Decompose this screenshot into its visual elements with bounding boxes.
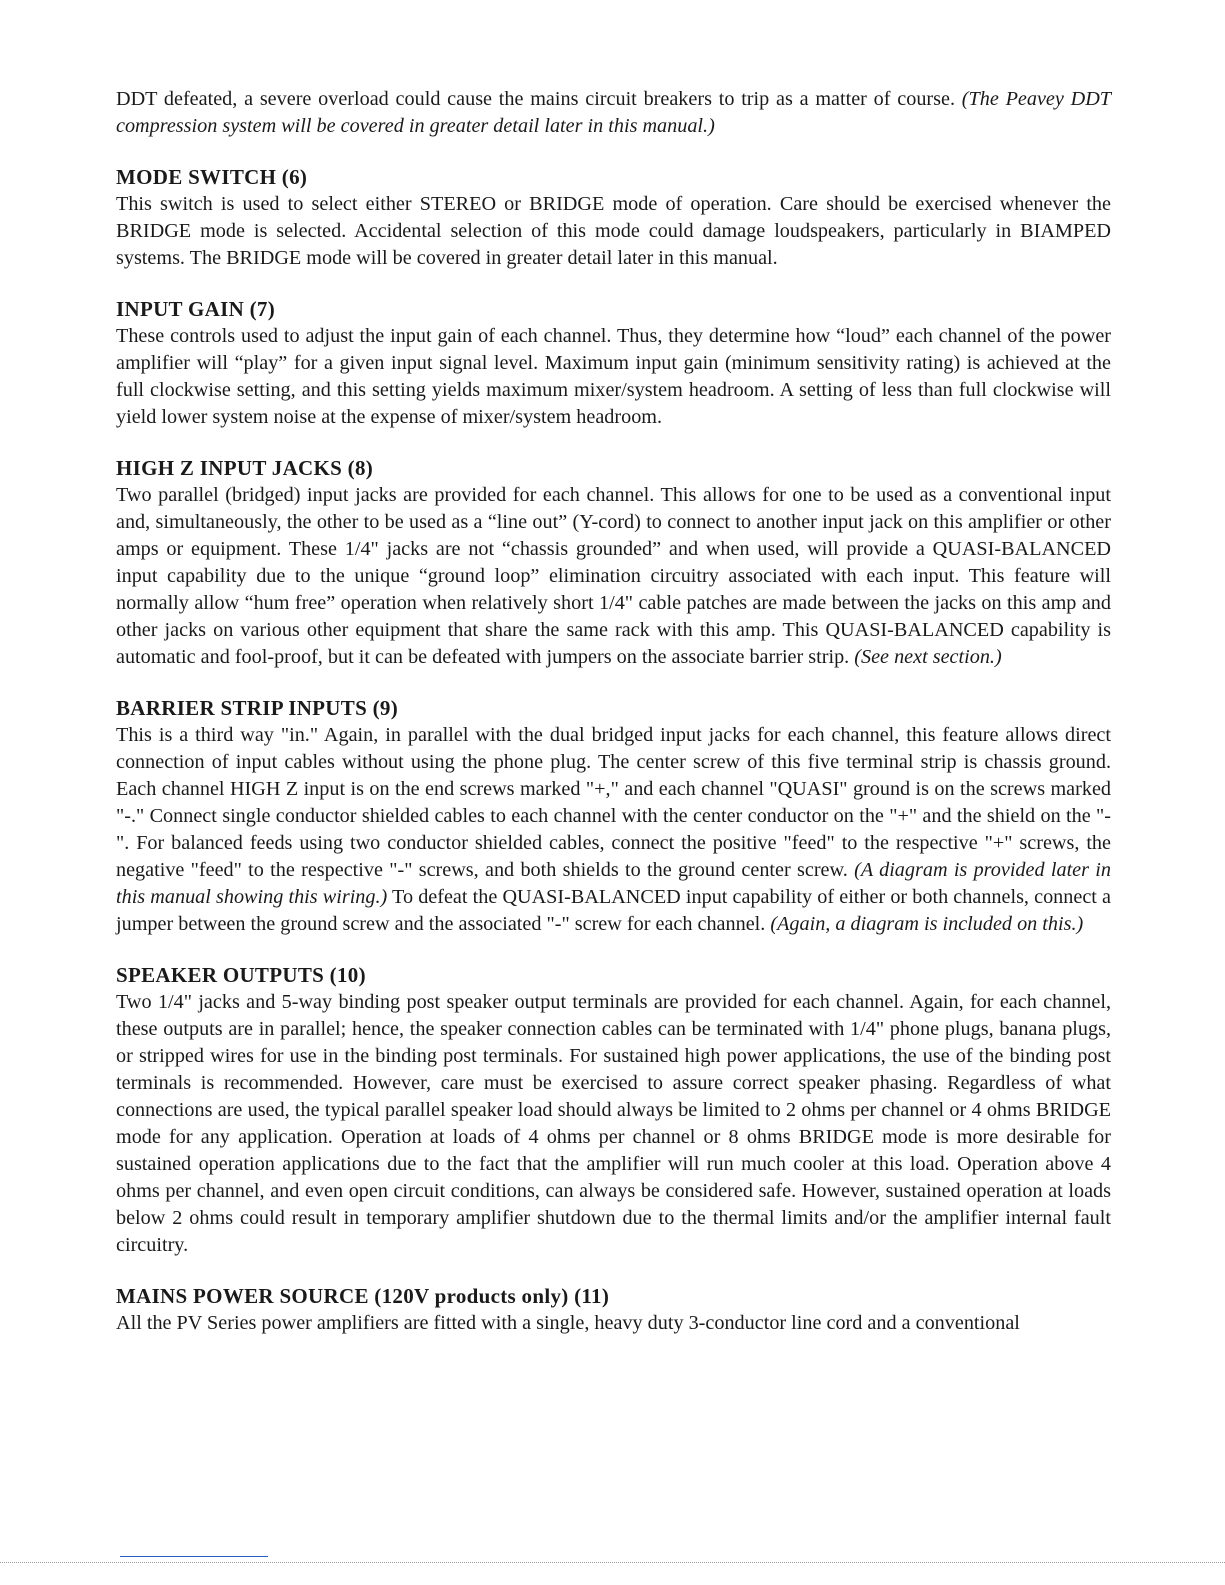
input-gain-heading: INPUT GAIN (7) — [116, 297, 275, 321]
input-gain-section — [116, 296, 1111, 431]
high-z-heading: HIGH Z INPUT JACKS (8) — [116, 456, 374, 480]
barrier-heading: BARRIER STRIP INPUTS (9) — [116, 696, 398, 720]
mode-switch-body: This switch is used to select either STEREO or BRIDGE mode of operation. Care should be exercised whenever the BRIDGE mode is selected. Accidental selection of this mode could damage loudspeakers, particularly in BIAMPED systems. The BRIDGE mode will be covered in greater detail later in this manual. — [116, 193, 1111, 269]
footer-rule — [120, 1556, 268, 1557]
intro-section — [116, 86, 1111, 140]
mains-heading: MAINS POWER SOURCE (120V products only) (11) — [116, 1284, 610, 1308]
intro-paragraph — [116, 86, 1111, 140]
input-gain-body: These controls used to adjust the input gain of each channel. Thus, they determine how “loud” each channel of the power amplifier will “play” for a given input signal level. Maximum input gain (minimum sensitivity rating) is achieved at the full clockwise setting, and this setting yields maximum mixer/system headroom. A setting of less than full clockwise will yield lower system noise at the expense of mixer/system headroom. — [116, 325, 1111, 428]
speaker-body: Two 1/4" jacks and 5-way binding post speaker output terminals are provided for each channel. Again, for each channel, these outputs are in parallel; hence, the speaker connection cables can be terminated with 1/4" phone plugs, banana plugs, or stripped wires for use in the binding post terminals. For sustained high power applications, the use of the binding post terminals is recommended. However, care must be exercised to assure correct speaker phasing. Regardless of what connections are used, the typical parallel speaker load should always be limited to 2 ohms per channel or 4 ohms BRIDGE mode for any application. Operation at loads of 4 ohms per channel or 8 ohms BRIDGE mode is more desirable for sustained operation applications due to the fact that the amplifier will run much cooler at this load. Operation above 4 ohms per channel, and even open circuit conditions, can always be considered safe. However, sustained operation at loads below 2 ohms could result in temporary amplifier shutdown due to the thermal limits and/or the amplifier internal fault circuitry. — [116, 991, 1111, 1256]
barrier-body — [116, 722, 1111, 938]
intro-text: DDT defeated, a severe overload could cause the mains circuit breakers to trip as a matter of course. — [116, 88, 962, 110]
mains-section — [116, 1283, 1111, 1337]
mode-switch-heading: MODE SWITCH (6) — [116, 165, 308, 189]
intro-italic-note: (The Peavey DDT compression system will be covered in greater detail later in this manual.) — [116, 88, 1112, 137]
high-z-italic-note: (See next section.) — [854, 646, 1002, 668]
barrier-italic-note-2: (Again, a diagram is included on this.) — [770, 913, 1084, 935]
high-z-body — [116, 482, 1111, 671]
barrier-text-2: To defeat the QUASI-BALANCED input capability of either or both channels, connect a jumper between the ground screw and the associated "-" screw for each channel. — [116, 886, 1111, 935]
barrier-section — [116, 695, 1111, 938]
manual-page — [116, 86, 1111, 1337]
speaker-heading: SPEAKER OUTPUTS (10) — [116, 963, 366, 987]
mains-body: All the PV Series power amplifiers are fitted with a single, heavy duty 3-conductor line cord and a conventional — [116, 1312, 1020, 1334]
footer-dotted-border — [0, 1562, 1225, 1563]
mode-switch-section — [116, 164, 1111, 272]
speaker-section — [116, 962, 1111, 1259]
barrier-text-1: This is a third way "in." Again, in parallel with the dual bridged input jacks for each channel, this feature allows direct connection of input cables without using the phone plug. The center screw of this five terminal strip is chassis ground. Each channel HIGH Z input is on the end screws marked "+," and each channel "QUASI" ground is on the screws marked "-." Connect single conductor shielded cables to each channel with the center conductor on the "+" and the shield on the "-". For balanced feeds using two conductor shielded cables, connect the positive "feed" to the respective "+" screws, the negative "feed" to the respective "-" screws, and both shields to the ground center screw. — [116, 724, 1111, 881]
high-z-section — [116, 455, 1111, 671]
barrier-italic-note-1: (A diagram is provided later in this manual showing this wiring.) — [116, 859, 1111, 908]
high-z-text: Two parallel (bridged) input jacks are provided for each channel. This allows for one to be used as a conventional input and, simultaneously, the other to be used as a “line out” (Y-cord) to connect to another input jack on this amplifier or other amps or equipment. These 1/4" jacks are not “chassis grounded” and when used, will provide a QUASI-BALANCED input capability due to the unique “ground loop” elimination circuitry associated with each input. This feature will normally allow “hum free” operation when relatively short 1/4" cable patches are made between the jacks on this amp and other jacks on various other equipment that share the same rack with this amp. This QUASI-BALANCED capability is automatic and fool-proof, but it can be defeated with jumpers on the associate barrier strip. — [116, 484, 1111, 668]
